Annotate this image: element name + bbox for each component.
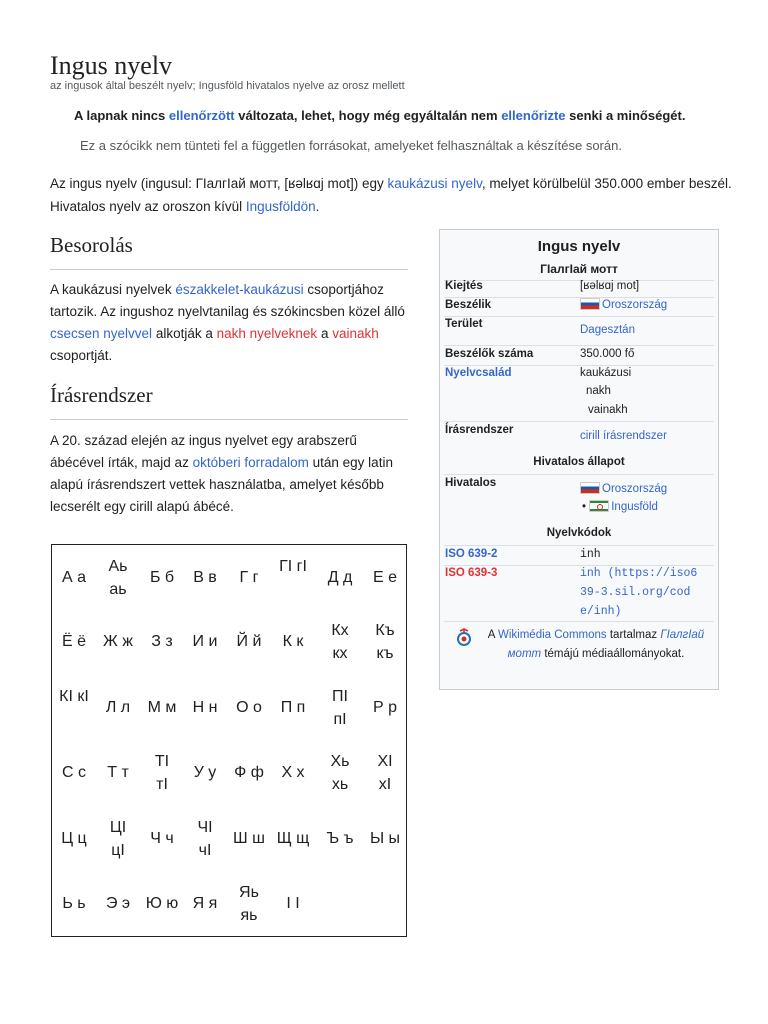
- paragraph-text: A kaukázusi nyelvek: [50, 282, 176, 297]
- alphabet-letter: Аь аь: [108, 558, 128, 598]
- commons-text: A: [487, 629, 499, 641]
- family-level-3: vainakh: [588, 404, 628, 416]
- alphabet-letter: Н н: [192, 699, 218, 716]
- alphabet-letter: Хь хь: [330, 753, 350, 793]
- alphabet-letter: В в: [193, 569, 217, 586]
- wikimedia-commons-icon: [454, 628, 474, 648]
- alphabet-letter: Ъ ъ: [326, 830, 354, 847]
- wikimedia-commons-link[interactable]: Wikimédia Commons: [498, 629, 607, 641]
- alphabet-letter: Т т: [107, 764, 129, 781]
- alphabet-letter: Ф ф: [234, 764, 264, 781]
- alphabet-letter: З з: [151, 633, 173, 650]
- alphabet-letter: ЦӀ цӀ: [109, 819, 127, 859]
- iso-639-2-value: inh: [580, 548, 601, 561]
- russia-link[interactable]: Oroszország: [602, 483, 668, 495]
- alphabet-letter: Д д: [327, 569, 353, 586]
- infobox-divider: [444, 421, 714, 422]
- alphabet-letter: Л л: [105, 699, 131, 716]
- review-notice: [74, 108, 685, 123]
- alphabet-letter: Ю ю: [145, 895, 179, 912]
- alphabet-letter: Щ щ: [276, 830, 310, 847]
- alphabet-letter: Ы ы: [369, 830, 401, 847]
- alphabet-letter: Б б: [149, 569, 175, 586]
- alphabet-letter: Къ къ: [375, 622, 395, 662]
- writing-system-heading: Írásrendszer: [50, 383, 153, 407]
- alphabet-letter: У у: [193, 764, 217, 781]
- alphabet-letter: Ӏ Ӏ: [286, 895, 300, 912]
- reviewed-link[interactable]: ellenőrzött: [168, 108, 235, 123]
- iso-639-3-value[interactable]: [580, 564, 697, 621]
- alphabet-letter: ТӀ тӀ: [154, 753, 170, 793]
- infobox: [439, 229, 719, 690]
- alphabet-letter: Э э: [105, 895, 131, 912]
- northeast-caucasian-link[interactable]: északkelet-kaukázusi: [175, 282, 304, 297]
- alphabet-letter: Х х: [281, 764, 305, 781]
- alphabet-table: [51, 544, 407, 937]
- nakh-languages-link[interactable]: nakh nyelveknek: [216, 326, 318, 341]
- chechen-language-link[interactable]: csecsen nyelvvel: [50, 326, 153, 341]
- cyrillic-script-link[interactable]: cirill írásrendszer: [580, 430, 667, 442]
- speakers-value: 350.000 fő: [580, 348, 635, 360]
- official-value-2: [582, 498, 658, 517]
- alphabet-letter: Кх кх: [331, 622, 349, 662]
- classification-heading: Besorolás: [50, 233, 133, 257]
- sources-notice: Ez a szócikk nem tünteti fel a független forrásokat, amelyeket felhasználtak a készítése során.: [80, 138, 622, 153]
- family-level-2: nakh: [586, 385, 611, 397]
- iso-639-3-link[interactable]: ISO 639-3: [445, 567, 498, 579]
- spoken-in-value: [580, 296, 667, 315]
- notice-text: senki a minőségét.: [565, 108, 686, 123]
- alphabet-letter: Яь яь: [239, 884, 259, 924]
- russia-link[interactable]: Oroszország: [602, 299, 668, 311]
- reviewed-by-link[interactable]: ellenőrizte: [501, 108, 566, 123]
- iso-639-3-value-line: e/inh): [580, 605, 622, 618]
- iso-639-3-value-line: inh (https://iso6: [580, 567, 698, 580]
- ingushetia-flag-icon: [589, 500, 609, 512]
- caucasian-languages-link[interactable]: kaukázusi nyelv: [387, 176, 482, 191]
- commons-text: témájú médiaállományokat.: [541, 648, 685, 660]
- paragraph-text: A 20. század elején az ingus nyelvet egy arabszerű ábécével írták, majd az: [50, 433, 357, 470]
- official-label: Hivatalos: [445, 477, 497, 489]
- infobox-title: Ingus nyelv: [537, 238, 621, 255]
- alphabet-letter: С с: [62, 764, 86, 781]
- infobox-divider: [444, 316, 714, 317]
- ingushetia-link[interactable]: Ingusföld: [611, 501, 658, 513]
- family-level-1: kaukázusi: [580, 367, 632, 379]
- spoken-in-label: Beszélik: [445, 299, 492, 311]
- region-value: [580, 321, 635, 340]
- paragraph-text: csoportját.: [50, 348, 113, 363]
- alphabet-letter: Р р: [372, 699, 397, 716]
- pronunciation-label: Kiejtés: [445, 280, 483, 292]
- notice-text: A lapnak nincs: [74, 108, 169, 123]
- alphabet-letter: Й й: [236, 633, 262, 650]
- infobox-divider: [444, 474, 714, 475]
- alphabet-letter: Ш ш: [233, 830, 265, 847]
- russia-flag-icon: [580, 482, 600, 494]
- heading-divider: [50, 269, 408, 270]
- alphabet-letter: Ж ж: [103, 633, 133, 650]
- alphabet-letter: Ё ё: [61, 633, 87, 650]
- script-value: [580, 427, 667, 446]
- alphabet-letter: КӀ кӀ: [59, 688, 89, 705]
- paragraph-text: után egy latin alapú írásrendszert vettek használatba, amelyet később lecserélt egy cirill alapú ábécé.: [50, 455, 393, 514]
- alphabet-letter: Г г: [239, 569, 259, 586]
- iso-639-2-label[interactable]: [445, 548, 497, 560]
- alphabet-letter: К к: [282, 633, 304, 650]
- infobox-divider: [444, 365, 714, 366]
- paragraph-text: csoportjához tartozik. Az ingushoz nyelvtanilag és szókincsben közel álló: [50, 282, 405, 319]
- alphabet-letter: ЧӀ чӀ: [197, 819, 213, 859]
- ingushetia-link[interactable]: Ingusföldön: [245, 199, 316, 214]
- infobox-divider: [444, 621, 714, 622]
- iso-639-3-value-line: 39-3.sil.org/cod: [580, 586, 691, 599]
- alphabet-letter: Ь ь: [62, 895, 86, 912]
- bullet: •: [582, 501, 587, 513]
- page-subtitle: az ingusok által beszélt nyelv; Ingusföld hivatalos nyelve az orosz mellett: [50, 80, 405, 92]
- commons-category-link[interactable]: ГIалгIай мотт: [507, 629, 705, 660]
- language-family-label[interactable]: [445, 367, 512, 379]
- russia-flag-icon: [580, 298, 600, 310]
- alphabet-letter: Е е: [372, 569, 397, 586]
- vainakh-link[interactable]: vainakh: [332, 326, 379, 341]
- iso-639-2-link[interactable]: ISO 639-2: [445, 548, 498, 560]
- intro-text: .: [315, 199, 320, 214]
- page-title: Ingus nyelv: [50, 51, 173, 80]
- classification-paragraph: [50, 279, 412, 367]
- alphabet-letter: ХӀ хӀ: [377, 753, 393, 793]
- region-label: Terület: [445, 318, 483, 330]
- language-codes-header: Nyelvkódok: [546, 527, 612, 539]
- notice-text: változata, lehet, hogy még egyáltalán nem: [234, 108, 502, 123]
- paragraph-text: a: [317, 326, 333, 341]
- infobox-divider: [444, 345, 714, 346]
- infobox-divider: [444, 297, 714, 298]
- infobox-divider: [444, 545, 714, 546]
- language-family-link[interactable]: Nyelvcsalád: [445, 367, 512, 379]
- iso-639-3-label[interactable]: [445, 567, 497, 579]
- intro-text: Az ingus nyelv (ingusul: ГIалгIай мотт, [ʁəlʁɑj mot]) egy: [50, 176, 388, 191]
- pronunciation-value: [ʁəlʁɑj mot]: [580, 280, 640, 292]
- commons-text: tartalmaz: [606, 629, 661, 641]
- alphabet-letter: П п: [280, 699, 306, 716]
- intro-paragraph: [50, 172, 740, 218]
- infobox-divider: [444, 280, 714, 281]
- alphabet-letter: Я я: [192, 895, 218, 912]
- intro-text: , melyet körülbelül 350.000 ember beszél. Hivatalos nyelv az oroszon kívül: [50, 176, 732, 214]
- alphabet-letter: М м: [147, 699, 177, 716]
- official-status-header: Hivatalos állapot: [533, 456, 625, 468]
- commons-note: [480, 626, 712, 664]
- alphabet-letter: О о: [236, 699, 262, 716]
- dagestan-link[interactable]: Dagesztán: [580, 324, 635, 336]
- writing-system-paragraph: [50, 430, 412, 518]
- infobox-native-name: ГIалгIай мотт: [540, 262, 618, 276]
- alphabet-letter: А а: [61, 569, 86, 586]
- official-value-1: [580, 480, 667, 499]
- alphabet-letter: Ч ч: [150, 830, 174, 847]
- alphabet-letter: И и: [192, 633, 218, 650]
- october-revolution-link[interactable]: októberi forradalom: [192, 455, 309, 470]
- alphabet-letter: ГӀ гӀ: [279, 558, 307, 575]
- paragraph-text: alkotják a: [152, 326, 217, 341]
- speakers-label: Beszélők száma: [445, 348, 534, 360]
- alphabet-letter: ПӀ пӀ: [332, 688, 348, 728]
- alphabet-letter: Ц ц: [61, 830, 87, 847]
- script-label: Írásrendszer: [445, 424, 514, 436]
- heading-divider: [50, 419, 408, 420]
